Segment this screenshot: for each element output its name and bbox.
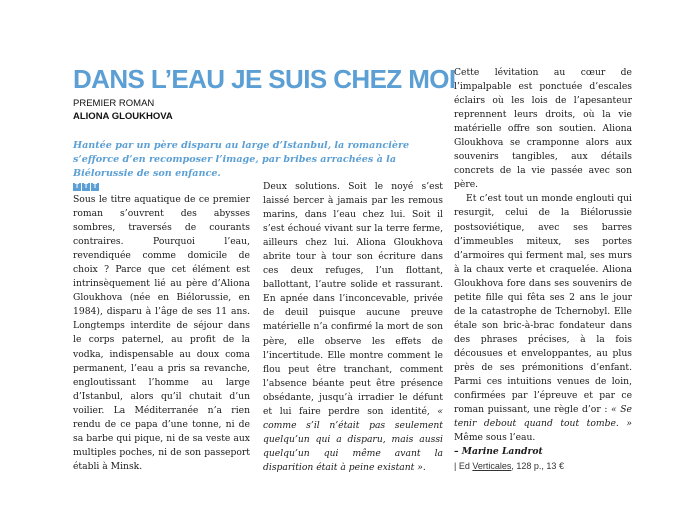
- rating-t-icon: T: [74, 183, 80, 190]
- review-category: PREMIER ROMAN: [73, 98, 155, 109]
- rating-t-icon: T: [83, 183, 89, 190]
- text-column-1: [73, 193, 250, 474]
- paragraph: Sous le titre aquatique de ce premier roman s’ouvrent des abysses sombres, traversés de courants contraires. Pourquoi l’eau, revendiquée comme domicile de choix ? Parce que cet élément est intrinsèquement lié au père d’Aliona Gloukhova (née en Biélorussie, en 1984), disparu à l’âge de ses 11 ans. Longtemps interdite de séjour dans le corps paternel, au profit de la vodka, indispensable au doux coma permanent, l’eau a pris sa revanche, engloutissant l’homme au large d’Istanbul, alors qu’il chutait d’un voilier. La Méditerranée n’a rien rendu de ce papa d’une tonne, ni de sa barbe qui pique, ni de sa veste aux multiples poches, ni de son passeport établi à Minsk.: [73, 194, 250, 472]
- review-title: DANS L’EAU JE SUIS CHEZ MOI: [73, 64, 456, 94]
- text-column-2: [263, 180, 443, 475]
- rating-badge: [73, 183, 99, 191]
- rating-t-icon: T: [92, 183, 98, 190]
- paragraph-text: Même sous l’eau.: [454, 432, 536, 444]
- book-info: [454, 459, 632, 473]
- quote: « comme s’il n’était pas seulement quelqu’un qui a disparu, mais aussi quelqu’un qui même avant la disparition était à peine existant ».: [263, 405, 443, 473]
- review-signature: – Marine Landrot: [454, 446, 543, 458]
- review-standfirst: Hantée par un père disparu au large d’Istanbul, la romancière s’efforce d’en recomposer l’image, par bribes arrachées à la Biélorussie de son enfance.: [73, 140, 410, 179]
- paragraph: Cette lévitation au cœur de l’impalpable est ponctuée d’escales éclairs où les lois de l’apesanteur reprennent leurs droits, où la vie matérielle offre son soutien. Aliona Gloukhova se cramponne alors aux souvenirs tangibles, aux détails concrets de la vie passée avec son père.: [454, 67, 632, 191]
- book-info-prefix: | Ed: [454, 461, 470, 472]
- publisher-link[interactable]: Verticales: [472, 461, 512, 472]
- text-column-3: [454, 66, 632, 473]
- paragraph-text: Deux solutions. Soit le noyé s’est laissé bercer à jamais par les remous marins, dans l’eau chez lui. Soit il s’est échoué vivant sur la terre ferme, ailleurs chez lui. Aliona Gloukhova abrite tour à tour son écriture dans ces deux refuges, l’un flottant, ballottant, l’autre solide et rassurant. En apnée dans l’inconcevable, privée de deuil puisque aucune preuve matérielle n’a confirmé la mort de son père, elle observe les effets de l’incertitude. Elle montre comment le flou peut être tranchant, comment l’absence béante peut être présence obsédante, jusqu’à irradier le défunt et lui faire perdre son identité,: [263, 181, 443, 417]
- paragraph: [263, 180, 443, 475]
- book-author: ALIONA GLOUKHOVA: [73, 111, 173, 122]
- book-info-details: , 128 p., 13 €: [511, 461, 564, 472]
- paragraph-text: Et c’est tout un monde englouti qui resurgit, celui de la Biélorussie postsoviétique, avec ses barres d’immeubles miteux, ses portes d’armoires qui ferment mal, ses murs à la chaux verte et craquelée. Aliona Gloukhova fore dans ses souvenirs de petite fille qui fêta ses 2 ans le jour de la catastrophe de Tchernobyl. Elle étale son bric-à-brac fondateur dans des phrases précises, à la fois décousues et enveloppantes, au plus près de ses prémonitions d’enfant. Parmi ces intuitions venues de loin, confirmées par l’épreuve et par ce roman puissant, une règle d’or :: [454, 193, 632, 416]
- quote: « Se tenir debout quand tout tombe. »: [454, 404, 632, 430]
- paragraph: [454, 192, 632, 445]
